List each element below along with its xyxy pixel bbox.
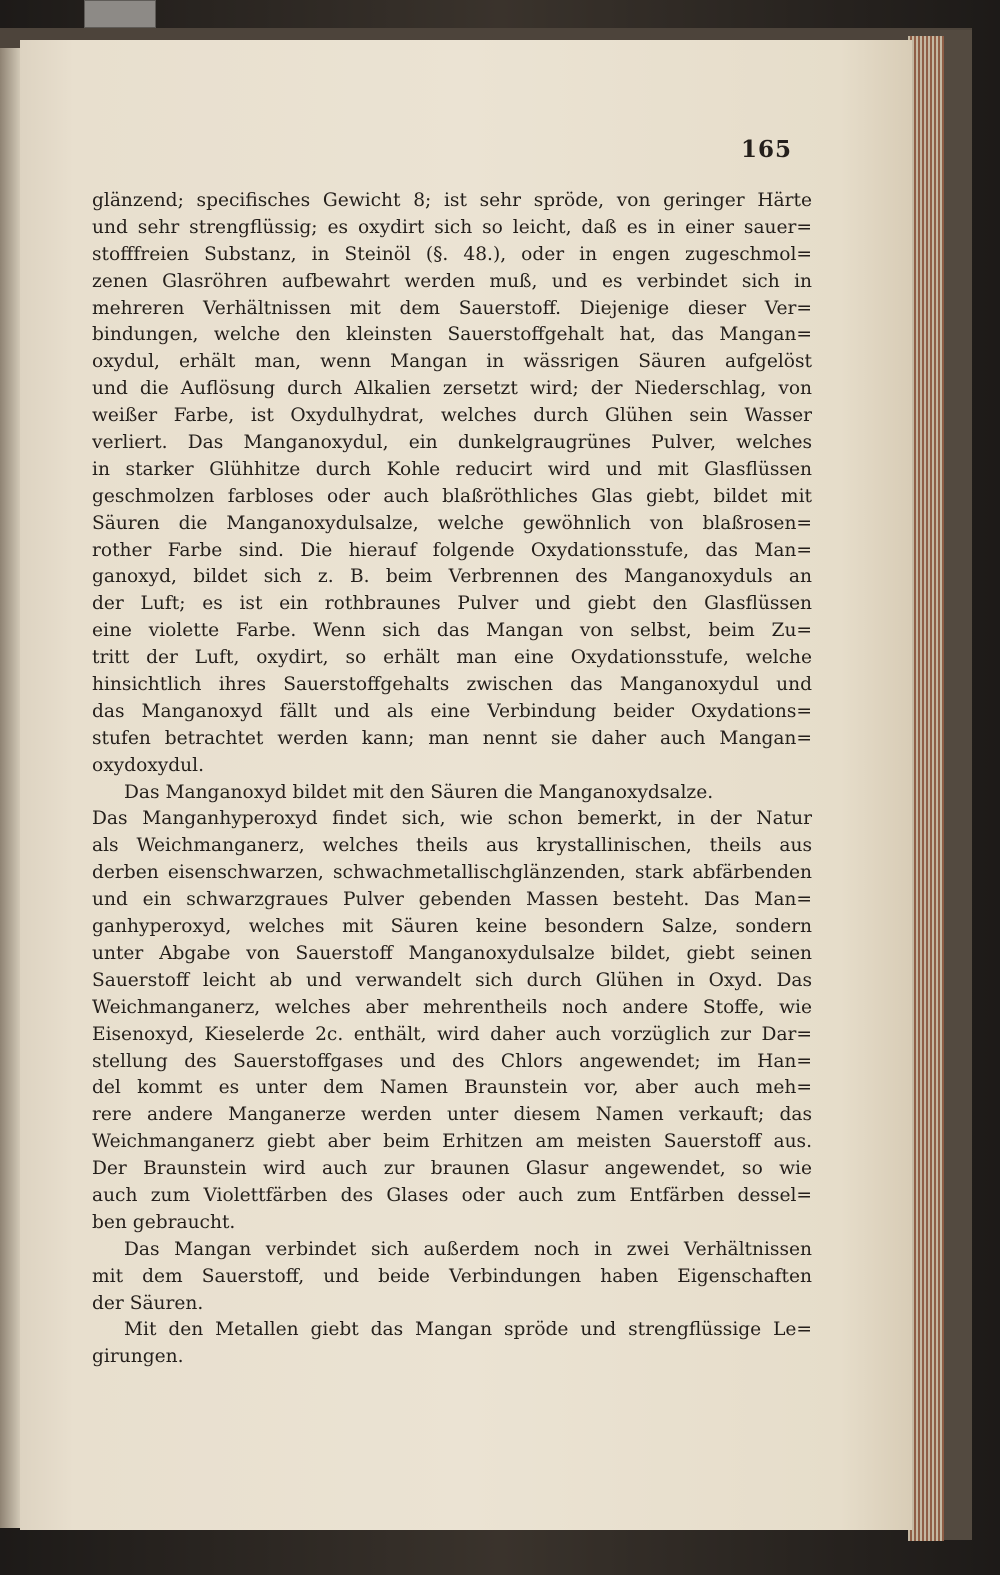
- text-line: Eisenoxyd, Kieselerde 2c. enthält, wird daher auch vorzüglich zur Dar=: [92, 1023, 812, 1045]
- text-line: Mit den Metallen giebt das Mangan spröde und strengflüssige Le=: [124, 1319, 812, 1341]
- text-line: eine violette Farbe. Wenn sich das Mangan von selbst, beim Zu=: [92, 620, 812, 642]
- text-line: rere andere Manganerze werden unter diesem Namen verkauft; das: [92, 1104, 812, 1126]
- text-line: mit dem Sauerstoff, und beide Verbindungen haben Eigenschaften: [92, 1265, 812, 1287]
- page-number: 165: [740, 136, 792, 163]
- text-line: ganhyperoxyd, welches mit Säuren keine besondern Salze, sondern: [92, 916, 812, 938]
- text-line: Sauerstoff leicht ab und verwandelt sich durch Glühen in Oxyd. Das: [92, 969, 812, 991]
- text-line: oxydul, erhält man, wenn Mangan in wässrigen Säuren aufgelöst: [92, 351, 812, 373]
- text-line: und die Auflösung durch Alkalien zersetzt wird; der Niederschlag, von: [92, 378, 812, 400]
- text-line: Säuren die Manganoxydulsalze, welche gewöhnlich von blaßrosen=: [92, 512, 812, 534]
- text-line: rother Farbe sind. Die hierauf folgende Oxydationsstufe, das Man=: [92, 539, 812, 561]
- text-line: tritt der Luft, oxydirt, so erhält man eine Oxydationsstufe, welche: [92, 647, 812, 669]
- text-line: ben gebraucht.: [92, 1211, 236, 1233]
- text-line: del kommt es unter dem Namen Braunstein vor, aber auch meh=: [92, 1077, 812, 1099]
- text-line: weißer Farbe, ist Oxydulhydrat, welches durch Glühen sein Wasser: [92, 405, 812, 427]
- text-line: Der Braunstein wird auch zur braunen Glasur angewendet, so wie: [92, 1158, 812, 1180]
- previous-page-edge: [0, 48, 22, 1528]
- book-cover-right: [940, 30, 972, 1540]
- text-line: stufen betrachtet werden kann; man nennt sie daher auch Mangan=: [92, 727, 812, 749]
- text-line: der Säuren.: [92, 1292, 204, 1314]
- text-line: Weichmanganerz, welches aber mehrentheils noch andere Stoffe, wie: [92, 996, 812, 1018]
- text-line: girungen.: [92, 1346, 184, 1368]
- text-line: glänzend; specifisches Gewicht 8; ist sehr spröde, von geringer Härte: [92, 190, 812, 211]
- text-line: Das Mangan verbindet sich außerdem noch in zwei Verhältnissen: [124, 1238, 812, 1260]
- text-line: ganoxyd, bildet sich z. B. beim Verbrennen des Manganoxyduls an: [92, 566, 812, 588]
- text-line: Weichmanganerz giebt aber beim Erhitzen am meisten Sauerstoff aus.: [92, 1131, 812, 1153]
- text-line: Das Manganoxyd bildet mit den Säuren die Manganoxydsalze.: [124, 781, 714, 803]
- text-line: stellung des Sauerstoffgases und des Chlors angewendet; im Han=: [92, 1050, 812, 1072]
- text-line: Das Manganhyperoxyd findet sich, wie schon bemerkt, in der Natur: [92, 808, 812, 830]
- text-line: verliert. Das Manganoxydul, ein dunkelgraugrünes Pulver, welches: [92, 432, 812, 454]
- text-line: das Manganoxyd fällt und als eine Verbindung beider Oxydations=: [92, 700, 812, 722]
- text-line: in starker Glühhitze durch Kohle reducirt wird und mit Glasflüssen: [92, 458, 812, 480]
- text-line: bindungen, welche den kleinsten Sauerstoffgehalt hat, das Mangan=: [92, 324, 812, 346]
- text-line: unter Abgabe von Sauerstoff Manganoxydulsalze bildet, giebt seinen: [92, 942, 812, 964]
- text-line: oxydoxydul.: [92, 754, 205, 776]
- book-page: [20, 40, 912, 1530]
- text-line: geschmolzen farbloses oder auch blaßröthliches Glas giebt, bildet mit: [92, 485, 812, 507]
- text-line: mehreren Verhältnissen mit dem Sauerstoff. Diejenige dieser Ver=: [92, 297, 812, 319]
- text-line: und ein schwarzgraues Pulver gebenden Massen besteht. Das Man=: [92, 889, 812, 911]
- text-line: zenen Glasröhren aufbewahrt werden muß, und es verbindet sich in: [92, 270, 812, 292]
- body-text: [92, 188, 812, 1371]
- text-line: und sehr strengflüssig; es oxydirt sich so leicht, daß es in einer sauer=: [92, 216, 812, 238]
- text-line: derben eisenschwarzen, schwachmetallischglänzenden, stark abfärbenden: [92, 862, 812, 884]
- text-line: der Luft; es ist ein rothbraunes Pulver und giebt den Glasflüssen: [92, 593, 812, 615]
- page-edges: [908, 36, 944, 1541]
- library-tag: [84, 0, 156, 28]
- text-line: hinsichtlich ihres Sauerstoffgehalts zwischen das Manganoxydul und: [92, 674, 812, 696]
- text-line: als Weichmanganerz, welches theils aus krystallinischen, theils aus: [92, 835, 812, 857]
- text-line: auch zum Violettfärben des Glases oder auch zum Entfärben dessel=: [92, 1184, 812, 1206]
- text-line: stofffreien Substanz, in Steinöl (§. 48.), oder in engen zugeschmol=: [92, 243, 812, 265]
